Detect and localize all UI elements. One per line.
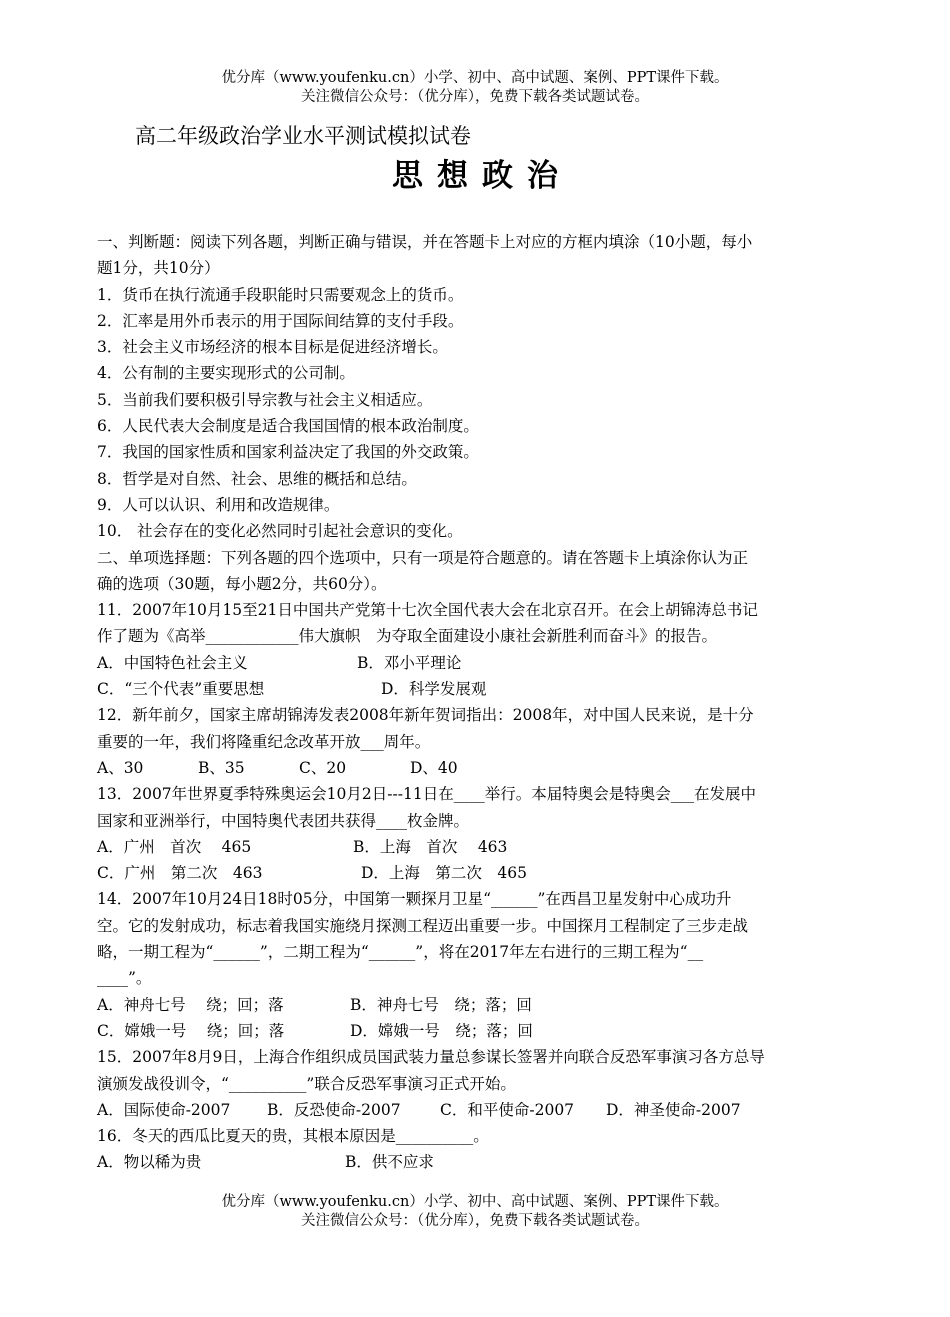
subject-title: 思想政治 <box>392 158 572 194</box>
option-b: B．供不应求 <box>345 1153 434 1172</box>
question-14-stem-cont: 略，一期工程为“______”，二期工程为“______”，将在2017年左右进行的三期工程为“__ <box>97 943 704 962</box>
question-14-stem-cont: 空。它的发射成功，标志着我国实施绕月探测工程迈出重要一步。中国探月工程制定了三步走战 <box>97 916 749 935</box>
exam-title: 高二年级政治学业水平测试模拟试卷 <box>135 124 471 148</box>
question-11-stem-cont: 作了题为《高举____________伟大旗帜 为夺取全面建设小康社会新胜利而奋斗》的报告。 <box>97 627 718 646</box>
question-14-stem: 14．2007年10月24日18时05分，中国第一颗探月卫星“______”在西昌卫星发射中心成功升 <box>97 890 732 909</box>
question-16-stem: 16．冬天的西瓜比夏天的贵，其根本原因是__________。 <box>97 1127 489 1146</box>
question-13-options-row-1 <box>97 834 859 860</box>
judgement-item: 8．哲学是对自然、社会、思维的概括和总结。 <box>97 469 417 488</box>
option-a: A．中国特色社会主义 <box>97 653 248 672</box>
option-c: C．“三个代表”重要思想 <box>97 680 265 699</box>
page-header <box>0 69 950 107</box>
option-b: B．反恐使命-2007 <box>267 1100 401 1119</box>
question-11-stem: 11．2007年10月15至21日中国共产党第十七次全国代表大会在北京召开。在会上胡锦涛总书记 <box>97 601 758 620</box>
judgement-item: 2．汇率是用外币表示的用于国际间结算的支付手段。 <box>97 311 464 330</box>
judgement-item: 1．货币在执行流通手段职能时只需要观念上的货币。 <box>97 285 464 304</box>
section1-title-cont: 题1分，共10分） <box>97 259 220 278</box>
header-line-2: 关注微信公众号：（优分库），免费下载各类试题试卷。 <box>301 89 649 105</box>
question-13-options-row-2 <box>97 860 859 886</box>
option-c: C．广州 第二次 463 <box>97 864 263 883</box>
section1-title: 一、判断题：阅读下列各题，判断正确与错误，并在答题卡上对应的方框内填涂（10小题，每小 <box>97 233 753 251</box>
option-d: D．上海 第二次 465 <box>361 864 528 883</box>
option-d: D、40 <box>410 758 458 777</box>
option-b: B．神舟七号 绕；落；回 <box>350 995 532 1014</box>
question-14-options-row-2 <box>97 1018 859 1044</box>
option-c: C．嫦娥一号 绕；回；落 <box>97 1021 285 1040</box>
judgement-item: 4．公有制的主要实现形式的公司制。 <box>97 364 355 383</box>
section2-title-cont: 确的选项（30题，每小题2分，共60分）。 <box>97 574 387 593</box>
option-a: A、30 <box>97 758 144 777</box>
option-b: B．邓小平理论 <box>357 653 462 672</box>
footer-line-1: 优分库（www.youfenku.cn）小学、初中、高中试题、案例、PPT课件下载。 <box>221 1194 729 1210</box>
option-d: D．嫦娥一号 绕；落；回 <box>350 1021 533 1040</box>
question-16-options <box>97 1149 859 1175</box>
question-13-stem-cont: 国家和亚洲举行，中国特奥代表团共获得____枚金牌。 <box>97 811 470 830</box>
option-a: A．神舟七号 绕；回；落 <box>97 995 284 1014</box>
question-12-stem-cont: 重要的一年，我们将隆重纪念改革开放___周年。 <box>97 732 431 751</box>
question-14-stem-cont: ____”。 <box>97 969 152 988</box>
question-12-stem: 12．新年前夕，国家主席胡锦涛发表2008年新年贺词指出：2008年，对中国人民来说，是十分 <box>97 706 754 725</box>
question-15-options <box>97 1097 859 1123</box>
option-a: A．国际使命-2007 <box>97 1100 231 1119</box>
footer-line-2: 关注微信公众号：（优分库），免费下载各类试题试卷。 <box>301 1213 649 1229</box>
section2-title: 二、单项选择题：下列各题的四个选项中，只有一项是符合题意的。请在答题卡上填涂你认为正 <box>97 548 749 567</box>
judgement-item: 6．人民代表大会制度是适合我国国情的根本政治制度。 <box>97 417 479 436</box>
page-footer <box>0 1193 950 1231</box>
option-b: B、35 <box>198 758 245 777</box>
judgement-item: 10． 社会存在的变化必然同时引起社会意识的变化。 <box>97 522 463 541</box>
question-12-options <box>97 755 859 781</box>
option-b: B．上海 首次 463 <box>353 837 508 856</box>
question-14-options-row-1 <box>97 992 859 1018</box>
question-15-stem: 15．2007年8月9日，上海合作组织成员国武装力量总参谋长签署并向联合反恐军事演习各方总导 <box>97 1048 765 1067</box>
question-11-options-row-1 <box>97 650 859 676</box>
question-11-options-row-2 <box>97 676 859 702</box>
option-c: C、20 <box>299 758 347 777</box>
header-line-1: 优分库（www.youfenku.cn）小学、初中、高中试题、案例、PPT课件下载。 <box>221 70 729 86</box>
exam-body <box>97 229 859 1176</box>
judgement-item: 3．社会主义市场经济的根本目标是促进经济增长。 <box>97 338 448 357</box>
question-13-stem: 13．2007年世界夏季特殊奥运会10月2日---11日在____举行。本届特奥会是特奥会___在发展中 <box>97 785 756 804</box>
option-d: D．科学发展观 <box>381 680 487 699</box>
judgement-item: 5．当前我们要积极引导宗教与社会主义相适应。 <box>97 390 433 409</box>
option-d: D．神圣使命-2007 <box>606 1100 741 1119</box>
option-a: A．广州 首次 465 <box>97 837 252 856</box>
option-c: C．和平使命-2007 <box>440 1100 575 1119</box>
judgement-item: 9．人可以认识、利用和改造规律。 <box>97 495 340 514</box>
judgement-item: 7．我国的国家性质和国家利益决定了我国的外交政策。 <box>97 443 479 462</box>
question-15-stem-cont: 演颁发战役训令，“__________”联合反恐军事演习正式开始。 <box>97 1074 516 1093</box>
option-a: A．物以稀为贵 <box>97 1153 202 1172</box>
